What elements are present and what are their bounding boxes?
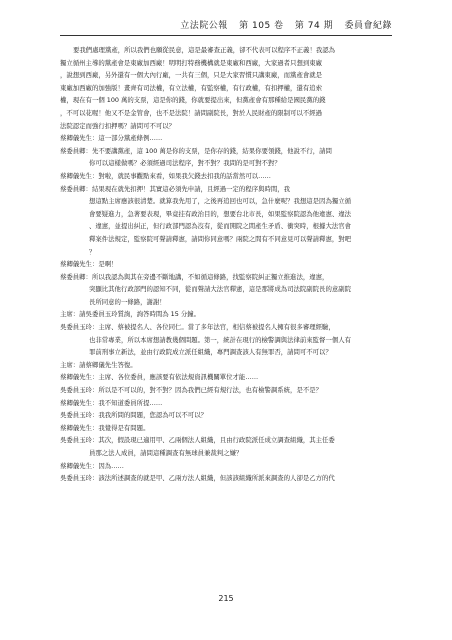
page-header — [172, 18, 392, 31]
transcript-paragraph — [60, 44, 392, 132]
transcript-line: 吳委員玉玲：所以是不可以的，對不對？因為我們已經有規行法，也有檢警調系統，是不是？ — [60, 386, 323, 395]
transcript-paragraph — [60, 409, 392, 422]
transcript-line: 吳委員玉玲：主席、蔡被提名人、各位同仁。當了多年法官，相信蔡被提名人擁有很多審理經驗， — [60, 323, 335, 332]
transcript-line: ，說想到西廠，另外還有一個大內行廠，一共有三個，只是大家習慣只講東廠，而黨產會就是 — [60, 71, 323, 80]
transcript-line: 員那之法人成員，請問這種調查有無球員兼裁判之嫌？ — [89, 449, 243, 457]
transcript-line: 蔡卿儀先生：這一部分黨產條例…… — [60, 134, 163, 143]
transcript-line: ，不可以花喔！他又不是金管會，也不是法院！請問副院長，對於人民財產的限制可以不經過 — [60, 108, 323, 117]
page-number: 215 — [218, 594, 234, 603]
transcript-paragraph — [60, 145, 392, 170]
transcript-paragraph — [60, 434, 392, 459]
transcript-paragraph — [60, 271, 392, 309]
transcript-line: 蔡委員卿：所以我認為與其在旁邊不斷地講，不如循這條路，找監察院糾正獨立推進法，違憲， — [60, 272, 329, 281]
transcript-paragraph — [60, 371, 392, 384]
transcript-line: 主席：請蔡卿儀先生答復。 — [60, 360, 137, 369]
transcript-line: 蔡委員卿：結果現在就先扣押！其實這必須先申請，且經過一定的程序與時間，我 — [60, 184, 291, 193]
transcript-line: 也非常專業，所以本席想請教幾個問題。第一，統計在現行的檢警調與法律前來監督一個人有 — [89, 335, 352, 344]
transcript-line: 釋案件法規定，監察院可聲請釋憲，請問你同意嗎？兩院之間有不同意見可以聲請釋憲，對吧 — [89, 234, 352, 243]
transcript-body — [60, 44, 392, 485]
transcript-line: 蔡卿儀先生：是啊！ — [60, 260, 118, 269]
publication-title: 立法院公報 — [180, 21, 228, 31]
transcript-line: 蔡卿儀先生：對啦，就民事觀點來看，如果我欠錢去扣我的話當然可以…… — [60, 171, 271, 180]
transcript-line: 吳委員玉玲：我我所問的問題，您認為可以不可以？ — [60, 411, 207, 420]
transcript-paragraph — [60, 308, 392, 321]
transcript-line: 會要疑進力，急著要表現，畢竟挂有政治目的，想要台北市長，如果監察院認為他違憲、違法 — [89, 209, 352, 218]
issue-label: 第 74 期 — [294, 21, 334, 31]
transcript-line: 東廠加西廠的加強版！畫齊有司法權，有立法權，有監察權，有行政權，有扣押權，還有追索 — [60, 83, 323, 92]
transcript-line: 突顯比其他行政部門的認知不同，從而聲請大法官釋憲，這是那將成為司法院副院長的意副院 — [89, 285, 352, 294]
transcript-line: 吳委員玉玲：其次，假設現已適用甲、乙兩個法人組織，且由行政院派任成立調查組織，其主任委 — [60, 436, 335, 445]
transcript-paragraph — [60, 183, 392, 259]
transcript-line: 長所同意的一條路，謝謝！ — [89, 297, 166, 306]
transcript-paragraph — [60, 132, 392, 145]
header-rule — [60, 35, 392, 36]
transcript-line: 要我們處理黨產，所以我們也願從民意，這是最審查正義，卻不代表可以程序不正義！我認為 — [73, 46, 336, 54]
transcript-paragraph — [60, 460, 392, 473]
transcript-line: 權，現在有一個 100 萬的支票，這是你的錢，你就要提出來，但黨產會有那種給是國民黨的錢 — [60, 96, 326, 105]
transcript-line: 罪前刑事立新法，並由行政院成立派任組織，專門調查該人有無罪否，請問可不可以？ — [89, 348, 332, 357]
transcript-line: 法院認定而強行扣押嗎？請問可不可以？ — [60, 121, 176, 130]
transcript-line: 蔡卿儀先生：我覺得是有問題。 — [60, 423, 150, 432]
transcript-line: 蔡卿儀先生：主席、各位委員，應該要有依法規資訊機關單位才能…… — [60, 373, 259, 382]
transcript-line: 想這點主席應該很清楚。就算我先用了，之後再追回也可以，急什麼呢？我想這是因為獨立循 — [89, 197, 352, 206]
transcript-line: 蔡委員卿：先不要講黨產，這 100 萬是你的支票，是你存的錢，結果你要領錢，他說不行，請問 — [60, 146, 332, 155]
transcript-paragraph — [60, 321, 392, 359]
transcript-paragraph — [60, 258, 392, 271]
transcript-line: 吳委員玉玲：該法所述調查的就是甲、乙兩方法人組織，但該該組織所派來調查的人卻是乙方的代 — [60, 474, 335, 483]
transcript-paragraph — [60, 472, 392, 485]
transcript-paragraph — [60, 397, 392, 410]
volume-label: 第 105 卷 — [239, 21, 284, 31]
transcript-line: 獨立循州主導的黨產會是東廠加西廠！明明打特務機構就是東廠和西廠，大家過者只想到東廠 — [60, 58, 323, 67]
transcript-paragraph — [60, 422, 392, 435]
transcript-line: 蔡卿儀先生：因為…… — [60, 461, 124, 470]
transcript-line: 主席：請吳委員玉玲質詢，詢答時間為 15 分鐘。 — [60, 310, 201, 319]
transcript-line: 你可以這樣做嗎？必須經過司法程序，對不對？我問的是可對不對？ — [89, 159, 281, 168]
transcript-paragraph — [60, 384, 392, 397]
transcript-line: ？ — [89, 247, 96, 256]
transcript-paragraph — [60, 170, 392, 183]
transcript-line: 蔡卿儀先生：我不知道委員所提…… — [60, 398, 163, 407]
transcript-line: 、違憲，並提出糾正，但行政部門認為沒有，從而開院之間產生矛盾、衝突時，根據大法官會 — [89, 222, 352, 231]
section-label: 委員會紀錄 — [344, 21, 392, 31]
transcript-paragraph — [60, 359, 392, 372]
